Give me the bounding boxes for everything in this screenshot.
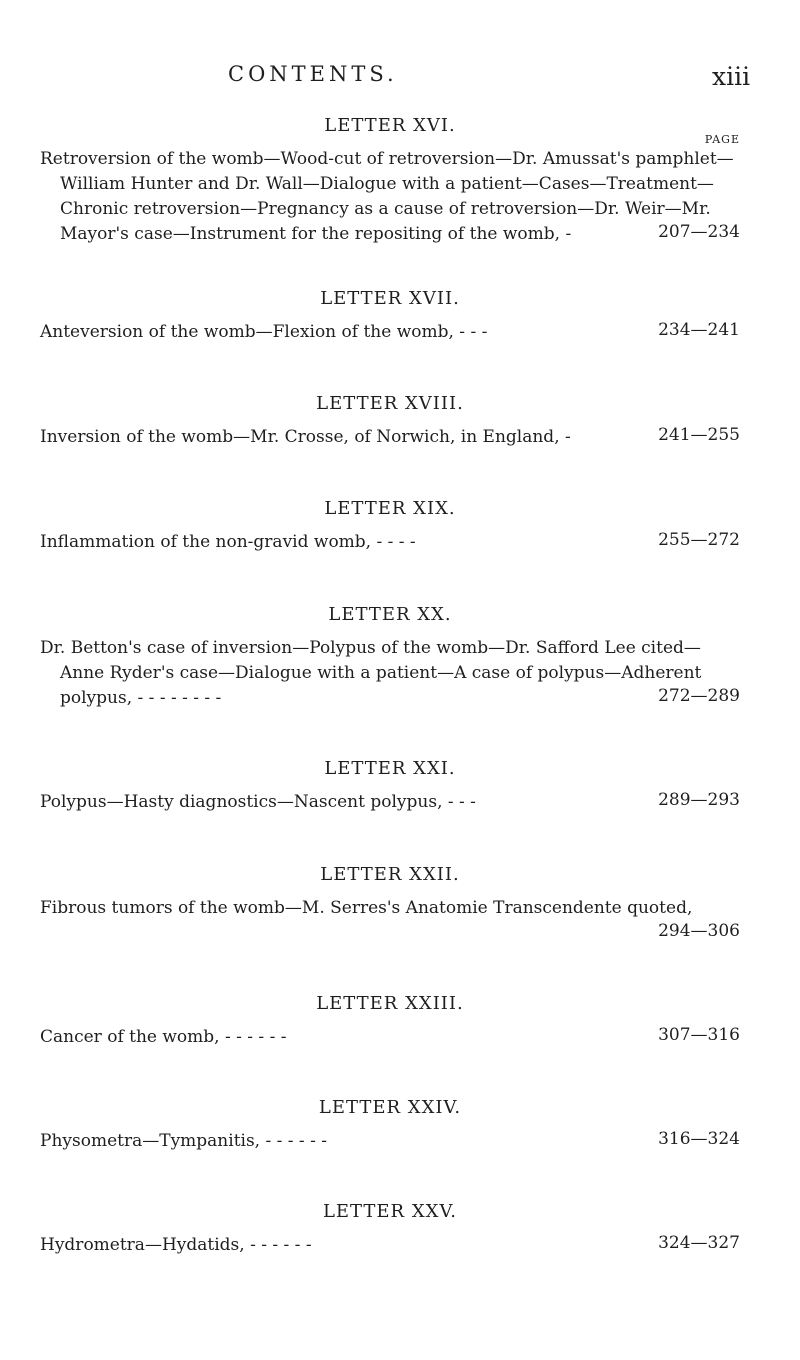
letter-heading: LETTER XX.: [328, 604, 452, 625]
page-range: 307—316: [658, 1025, 740, 1045]
letter-heading: LETTER XVII.: [320, 288, 460, 309]
description-line: Fibrous tumors of the womb—M. Serres's Anatomie Transcendente quoted,: [40, 898, 693, 918]
letter-heading: LETTER XXV.: [322, 1201, 458, 1222]
description-line: Physometra—Tympanitis, - - - - - -: [40, 1131, 327, 1151]
page-range: 207—234: [658, 222, 740, 242]
entry-description: [40, 530, 740, 555]
running-head-title: CONTENTS.: [228, 62, 398, 86]
entry-description: [40, 896, 740, 921]
description-line: William Hunter and Dr. Wall—Dialogue with a patient—Cases—Treatment—: [60, 174, 714, 194]
entry-description: [40, 425, 740, 450]
entry-description: [40, 147, 740, 247]
letter-heading: LETTER XXI.: [324, 758, 456, 779]
entry-description: [40, 790, 740, 815]
description-line: Cancer of the womb, - - - - - -: [40, 1027, 287, 1047]
description-line: Retroversion of the womb—Wood-cut of retroversion—Dr. Amussat's pamphlet—: [40, 149, 734, 169]
page-column-label: PAGE: [704, 133, 740, 146]
entry-description: [40, 636, 740, 711]
letter-heading: LETTER XVIII.: [316, 393, 464, 414]
page-range: 289—293: [658, 790, 740, 810]
description-line: Chronic retroversion—Pregnancy as a cause of retroversion—Dr. Weir—Mr.: [60, 199, 711, 219]
running-head: [0, 62, 800, 92]
letter-heading: LETTER XXIV.: [318, 1097, 462, 1118]
page-range: 316—324: [658, 1129, 740, 1149]
page-range: 272—289: [658, 686, 740, 706]
description-line: Dr. Betton's case of inversion—Polypus of the womb—Dr. Safford Lee cited—: [40, 638, 701, 658]
entry-description: [40, 1129, 740, 1154]
page-range: 324—327: [658, 1233, 740, 1253]
entry-description: [40, 320, 740, 345]
description-line: Inversion of the womb—Mr. Crosse, of Norwich, in England, -: [40, 427, 571, 447]
description-line: polypus, - - - - - - - -: [60, 688, 222, 708]
letter-heading: LETTER XVI.: [324, 115, 456, 136]
page-range: 241—255: [658, 425, 740, 445]
page-range: 294—306: [658, 921, 740, 941]
description-line: Anne Ryder's case—Dialogue with a patient—A case of polypus—Adherent: [60, 663, 702, 683]
entry-description: [40, 1025, 740, 1050]
letter-heading: LETTER XIX.: [324, 498, 456, 519]
page-range: 234—241: [658, 320, 740, 340]
letter-heading: LETTER XXIII.: [316, 993, 464, 1014]
entry-description: [40, 1233, 740, 1258]
description-line: Inflammation of the non-gravid womb, - - - -: [40, 532, 416, 552]
letter-heading: LETTER XXII.: [320, 864, 460, 885]
page-range: 255—272: [658, 530, 740, 550]
description-line: Polypus—Hasty diagnostics—Nascent polypus, - - -: [40, 792, 476, 812]
description-line: Hydrometra—Hydatids, - - - - - -: [40, 1235, 312, 1255]
description-line: Mayor's case—Instrument for the repositing of the womb, -: [60, 224, 572, 244]
page-folio: xiii: [712, 62, 751, 91]
description-line: Anteversion of the womb—Flexion of the womb, - - -: [40, 322, 488, 342]
